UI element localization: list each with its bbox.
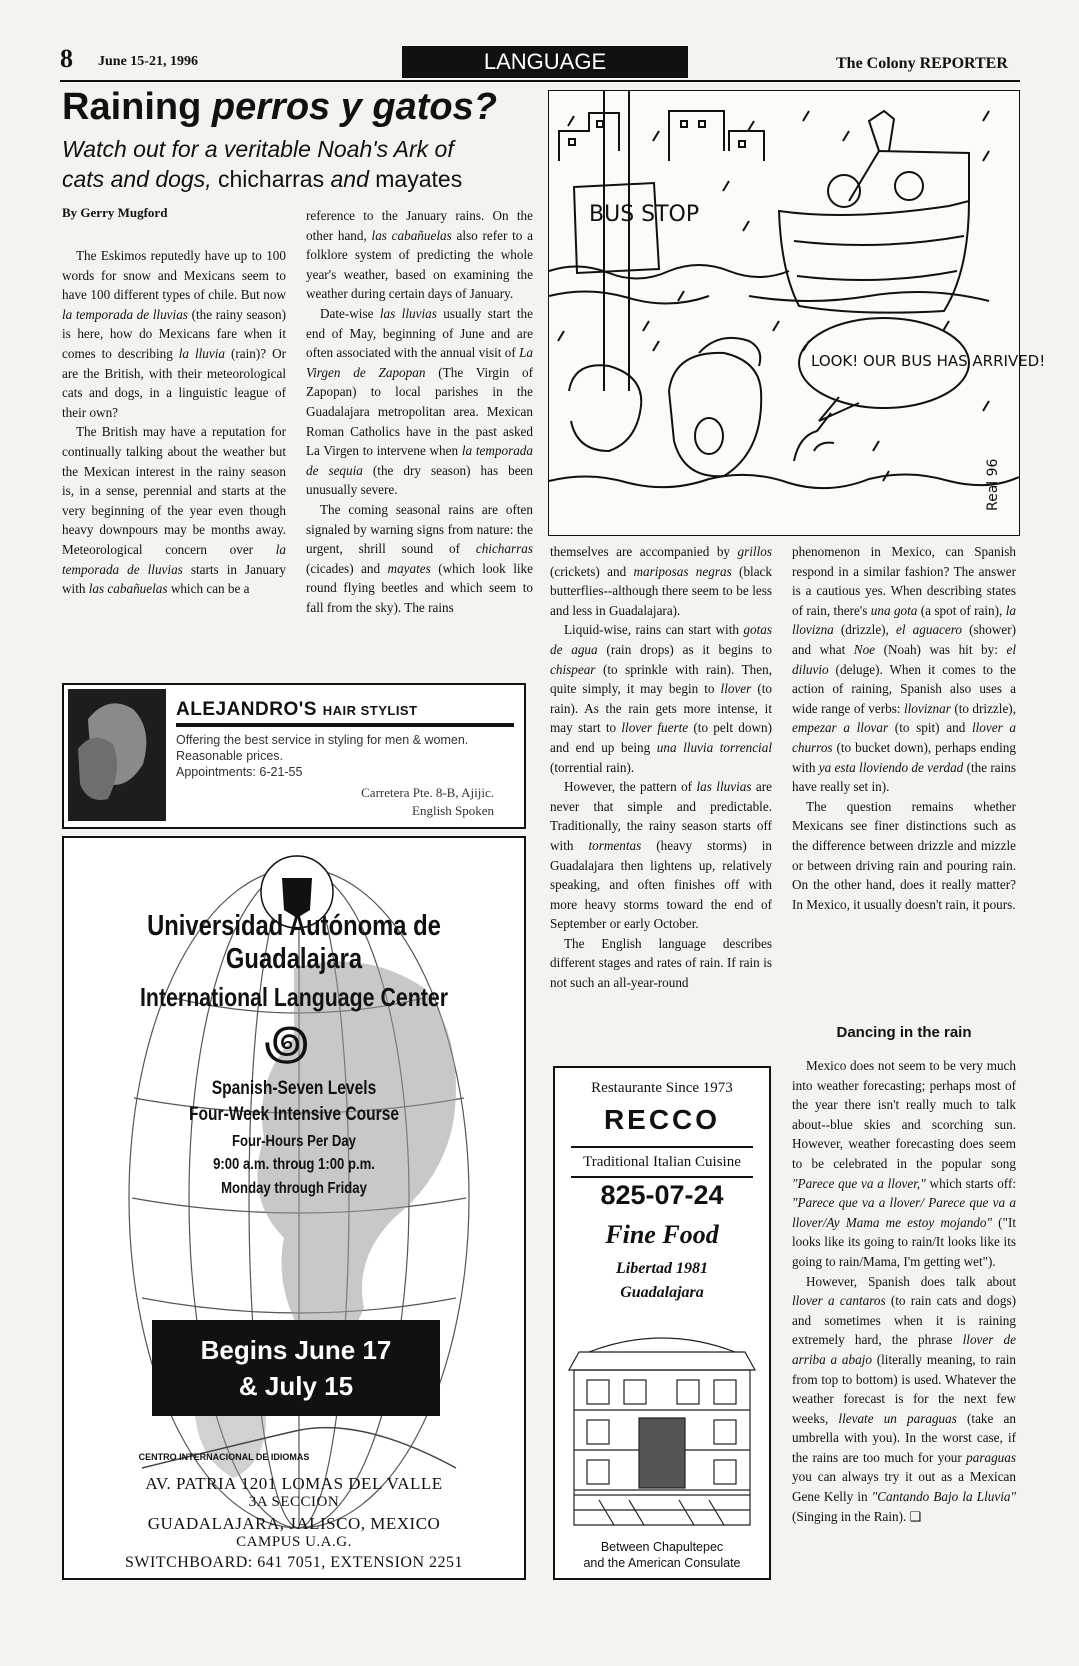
article-column-3: themselves are accompanied by grillos (crickets) and mariposas negras (black butterflies--although there seem to be less and less in Guadalajara). Liquid-wise, rains can start with gotas de agua (rain drops) as it begins to chispear (to sprinkle with rain). Then, quite simply, it may begin to llover (to rain). As the rain gets more intense, it may start to llover fuerte (to pelt down) and end up being una lluvia torrencial (torrential rain). However, the pattern of las lluvias are never that simple and predictable. Traditionally, the rainy season starts off with tormentas (heavy storms) in Guadalajara then lightens up, relatively speaking, and often finishes off with more heavy storms toward the end of September or early October. The English language describes different stages and rates of rain. If rain is not such an all-year-round bbox=[550, 544, 773, 991]
ad-university-title: Universidad Autónoma de Guadalajara bbox=[147, 910, 441, 975]
ad-university-line: Monday through Friday bbox=[221, 1180, 367, 1197]
end-mark: ❑ bbox=[909, 1508, 922, 1524]
ad-restaurant-tagline: Fine Food bbox=[605, 1220, 719, 1249]
ad-restaurant bbox=[553, 1066, 771, 1580]
ad-hair-stylist bbox=[62, 683, 526, 829]
ad-university-address: GUADALAJARA, JALISCO, MEXICO bbox=[147, 1514, 441, 1533]
ad-hair-line: Offering the best service in styling for men & women. bbox=[176, 733, 469, 747]
ad-university-address: AV. PATRIA 1201 LOMAS DEL VALLE bbox=[145, 1474, 443, 1493]
subheadline: Watch out for a veritable Noah's Ark of cats and dogs, chicharras and mayates bbox=[62, 136, 463, 192]
ad-university-address: CAMPUS U.A.G. bbox=[236, 1534, 352, 1550]
ad-restaurant-logo: RECCO bbox=[603, 1104, 721, 1135]
ad-restaurant-location: Between Chapultepec bbox=[600, 1540, 724, 1554]
ad-hair-rule bbox=[176, 723, 514, 727]
ad-restaurant-rule bbox=[571, 1176, 753, 1178]
ad-restaurant-cuisine: Traditional Italian Cuisine bbox=[583, 1154, 741, 1170]
banner-line-2: & July 15 bbox=[238, 1371, 354, 1401]
cartoon-signature: Real 96 bbox=[985, 458, 1001, 511]
cartoon-speech-text: LOOK! OUR BUS HAS ARRIVED! bbox=[811, 352, 1046, 370]
publication-name: The Colony REPORTER bbox=[836, 55, 1008, 72]
ad-university-switchboard: SWITCHBOARD: 641 7051, EXTENSION 2251 bbox=[124, 1554, 464, 1571]
cartoon-sign-text: BUS STOP bbox=[589, 202, 700, 227]
ad-restaurant-building-illustration bbox=[569, 1330, 755, 1530]
ad-university-banner bbox=[152, 1320, 440, 1416]
page-number: 8 bbox=[60, 44, 73, 73]
section-heading: Dancing in the rain bbox=[836, 1024, 972, 1041]
editorial-cartoon bbox=[548, 90, 1046, 536]
ad-restaurant-since: Restaurante Since 1973 bbox=[591, 1080, 733, 1096]
banner-line-1: Begins June 17 bbox=[200, 1335, 392, 1365]
ad-restaurant-phone: 825-07-24 bbox=[600, 1180, 724, 1210]
headline: Raining perros y gatos? bbox=[62, 86, 497, 128]
ad-university-emblem-icon: ꩜ bbox=[264, 1017, 310, 1070]
issue-date: June 15-21, 1996 bbox=[98, 54, 198, 69]
ad-university-center: International Language Center bbox=[139, 982, 448, 1012]
ad-university-line: Spanish-Seven Levels bbox=[211, 1078, 377, 1099]
ad-restaurant-rule bbox=[571, 1146, 753, 1148]
ad-hair-address: Carretera Pte. 8-B, Ajijic. bbox=[361, 785, 494, 800]
section-label: LANGUAGE bbox=[402, 46, 688, 78]
ad-hair-english: English Spoken bbox=[412, 803, 494, 818]
article-column-2: reference to the January rains. On the other hand, las cabañuelas also refer to a folklore system of predicting the whole year's weather, based on examining the weather during certain days of January. Date-wise las lluvias usually start the end of May, beginning of June and are often associated with the annual visit of La Virgen de Zapopan (The Virgin of Zapopan) to local parishes in the Guadalajara metropolitan area. Mexican Roman Catholics have in the past asked La Virgen to intervene when la temporada de sequia (the dry season) has been unusually severe. The coming seasonal rains are often signaled by warning signs from nature: the urgent, shrill sound of chicharras (cicades) and mayates (which look like round flying beetles and which seem to fall from the sky). The rains bbox=[306, 208, 533, 615]
ad-university-logo-text: CENTRO INTERNACIONAL DE IDIOMAS bbox=[138, 1452, 310, 1462]
ad-university-address: 3A SECCION bbox=[248, 1494, 340, 1510]
ad-hair-line: Appointments: 6-21-55 bbox=[176, 765, 303, 779]
byline: By Gerry Mugford bbox=[62, 205, 168, 220]
ad-hair-name: ALEJANDRO'S HAIR STYLIST bbox=[176, 699, 418, 720]
ad-restaurant-city: Guadalajara bbox=[620, 1284, 704, 1301]
article-column-4: phenomenon in Mexico, can Spanish respond in a similar fashion? The answer is a cautious yes. When describing states of rain, there's una gota (a spot of rain), la llovizna (drizzle), el aguacero (shower) and what Noe (Noah) was hit by: el diluvio (deluge). When it comes to the action of raining, Spanish also uses a wide range of verbs: lloviznar (to drizzle), empezar a llovar (to spit) and llover a churros (to bucket down), perhaps ending with ya esta lloviendo de verdad (the rains have really set in). The question remains whether Mexicans see finer distinctions such as the difference between drizzle and mizzle or between driving rain and pouring rain. On the other hand, does it really matter? In Mexico, it usually doesn't rain, it pours. bbox=[792, 544, 1017, 912]
ad-hair-photo bbox=[68, 689, 166, 821]
header-rule bbox=[60, 80, 1020, 82]
ad-university bbox=[62, 836, 526, 1580]
article-column-1: The Eskimos reputedly have up to 100 words for snow and Mexicans seem to have 100 different types of chile. But now la temporada de lluvias (the rainy season) is here, how do Mexicans fare when it comes to describing la lluvia (rain)? Or are the British, with their meteorological cats and dogs, in a linguistic league of their own? The British may have a reputation for continually talking about the weather but the Mexican interest in the rainy season is, in a sense, perennial and starts at the very beginning of the year even though heavy downpours may be months away. Meteorological concern over la temporada de lluvias starts in January with las cabañuelas which can be a bbox=[62, 248, 286, 597]
ad-university-line: 9:00 a.m. throug 1:00 p.m. bbox=[213, 1156, 375, 1173]
ad-hair-line: Reasonable prices. bbox=[176, 749, 284, 763]
article-column-5: Mexico does not seem to be very much into weather forecasting; perhaps most of the year there isn't really much to talk about--blue skies and scorching sun. However, weather forecasting does seem to be celebrated in the popular song "Parece que va a llover," which starts off: "Parece que va a llover/ Parece que va a llover/Ay Mama me estoy mojando" ("It looks like its going to rain/It looks like its going to rain/Mama, I'm getting wet"). However, Spanish does talk about llover a cantaros (to rain cats and dogs) and sometimes when it is raining extremely hard, the phrase llover de arriba a abajo (literally meaning, to rain from top to bottom) is used. Whatever the weather forecast is for the next few weeks, llevate un paraguas (take an umbrella with you). In the worst case, if the rains are too much for your paraguas you can always try it out as a Mexican Gene Kelly in "Cantando Bajo la Lluvia" (Singing in the Rain). ❑ bbox=[792, 1058, 1016, 1524]
cartoon-drawing bbox=[549, 91, 1046, 535]
ad-restaurant-location: and the American Consulate bbox=[583, 1556, 741, 1570]
ad-restaurant-address: Libertad 1981 bbox=[616, 1260, 708, 1277]
ad-university-line: Four-Week Intensive Course bbox=[188, 1104, 400, 1125]
ad-university-line: Four-Hours Per Day bbox=[232, 1133, 356, 1150]
